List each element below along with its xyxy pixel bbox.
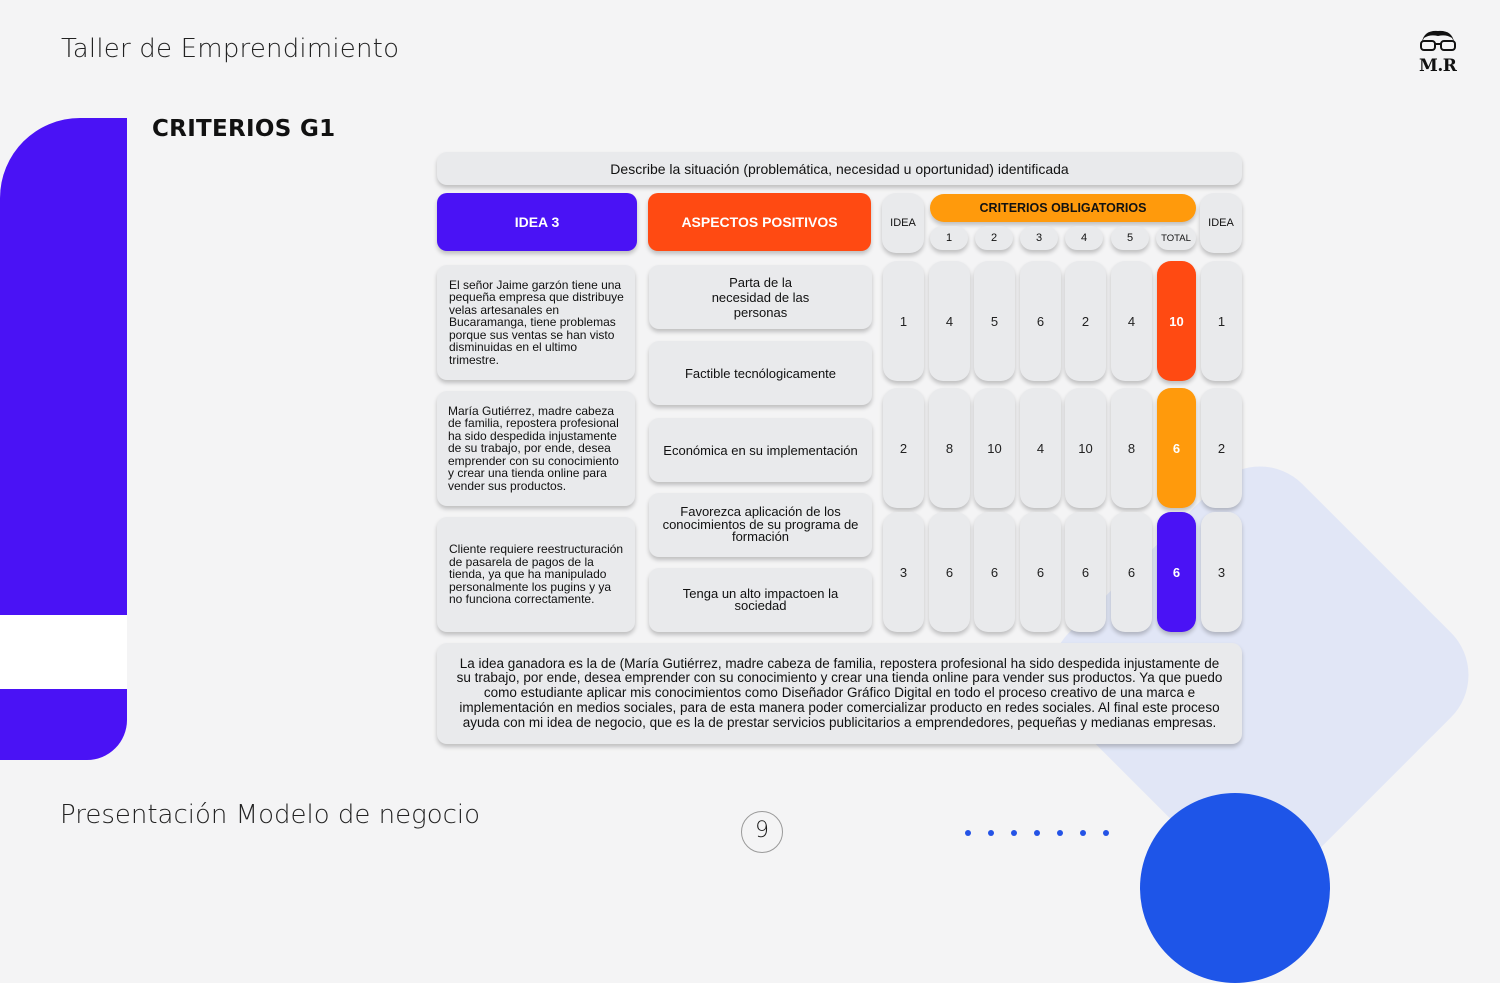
row-3-score-1: 6 — [929, 512, 970, 632]
row-1-total: 10 — [1157, 261, 1196, 381]
row-2-idea: 2 — [883, 388, 924, 508]
positive-aspect-5: Tenga un alto impactoen la sociedad — [649, 568, 872, 632]
idea-column-header: IDEA 3 — [437, 193, 637, 251]
row-3-idea-right: 3 — [1201, 512, 1242, 632]
decorative-circle — [1140, 793, 1330, 983]
conclusion-text: La idea ganadora es la de (María Gutiérrez, madre cabeza de familia, repostera profesional ha sido despedida injustamente de su trabajo, por ende, desea emprender con su conocimiento y crear una tienda online para vender sus productos. Ya que puedo como estudiante aplicar mis conocimientos como Diseñador Gráfico Digital en todo el proceso creativo de una marca e implementación en medios sociales, para de esta manera poder comercializar producto en redes sociales. Al final este proceso ayuda con mi idea de negocio, que es la de prestar servicios publicitarios a emprendedores, pequeñas y medianas empresas. — [437, 643, 1242, 744]
row-2-score-4: 10 — [1065, 388, 1106, 508]
row-3-score-5: 6 — [1111, 512, 1152, 632]
idea-description-3: Cliente requiere reestructuración de pasarela de pagos de la tienda, ya que ha manipulado personalmente los pugins y ya no funciona correctamente. — [437, 517, 635, 632]
row-2-score-3: 4 — [1020, 388, 1061, 508]
row-2-idea-right: 2 — [1201, 388, 1242, 508]
criteria-number-3: 3 — [1020, 226, 1058, 250]
header-title: Taller de Emprendimiento — [61, 34, 400, 64]
row-3-score-3: 6 — [1020, 512, 1061, 632]
positive-aspect-2: Factible tecnólogicamente — [649, 341, 872, 405]
section-title: CRITERIOS G1 — [152, 116, 336, 142]
positive-aspect-1: Parta de la necesidad de las personas — [649, 265, 872, 329]
row-1-score-4: 2 — [1065, 261, 1106, 381]
row-1-score-1: 4 — [929, 261, 970, 381]
criteria-total-header: TOTAL — [1156, 226, 1196, 250]
idea-right-header: IDEA — [1200, 193, 1242, 253]
row-2-score-1: 8 — [929, 388, 970, 508]
row-3-score-2: 6 — [974, 512, 1015, 632]
row-2-total: 6 — [1157, 388, 1196, 508]
page-number: 9 — [741, 811, 783, 853]
row-1-score-3: 6 — [1020, 261, 1061, 381]
row-3-score-4: 6 — [1065, 512, 1106, 632]
positive-aspect-4: Favorezca aplicación de los conocimientos de su programa de formación — [649, 493, 872, 557]
row-1-idea-right: 1 — [1201, 261, 1242, 381]
logo-text: M.R — [1419, 56, 1457, 76]
logo — [1412, 28, 1464, 78]
criteria-number-1: 1 — [930, 226, 968, 250]
row-3-total: 6 — [1157, 512, 1196, 632]
logo-face-icon — [1412, 28, 1464, 58]
row-1-score-5: 4 — [1111, 261, 1152, 381]
footer-title: Presentación Modelo de negocio — [60, 800, 481, 830]
row-1-score-2: 5 — [974, 261, 1015, 381]
row-2-score-5: 8 — [1111, 388, 1152, 508]
row-3-idea: 3 — [883, 512, 924, 632]
positive-aspect-3: Económica en su implementación — [649, 418, 872, 482]
side-accent-gap — [0, 615, 127, 689]
row-1-idea: 1 — [883, 261, 924, 381]
decorative-dots — [965, 830, 1109, 836]
row-2-score-2: 10 — [974, 388, 1015, 508]
criteria-header: CRITERIOS OBLIGATORIOS — [930, 194, 1196, 222]
idea-left-header: IDEA — [882, 193, 924, 253]
idea-description-1: El señor Jaime garzón tiene una pequeña empresa que distribuye velas artesanales en Bucaramanga, tiene problemas porque sus ventas se han visto disminuidas en el ultimo trimestre. — [437, 265, 635, 380]
positives-column-header: ASPECTOS POSITIVOS — [648, 193, 871, 251]
criteria-number-2: 2 — [975, 226, 1013, 250]
idea-description-2: María Gutiérrez, madre cabeza de familia, repostera profesional ha sido despedida injustamente de su trabajo, por ende, desea emprender con su conocimiento y crear una tienda online para vender sus productos. — [437, 391, 635, 506]
criteria-number-4: 4 — [1065, 226, 1103, 250]
situation-banner: Describe la situación (problemática, necesidad u oportunidad) identificada — [437, 152, 1242, 185]
criteria-number-5: 5 — [1111, 226, 1149, 250]
